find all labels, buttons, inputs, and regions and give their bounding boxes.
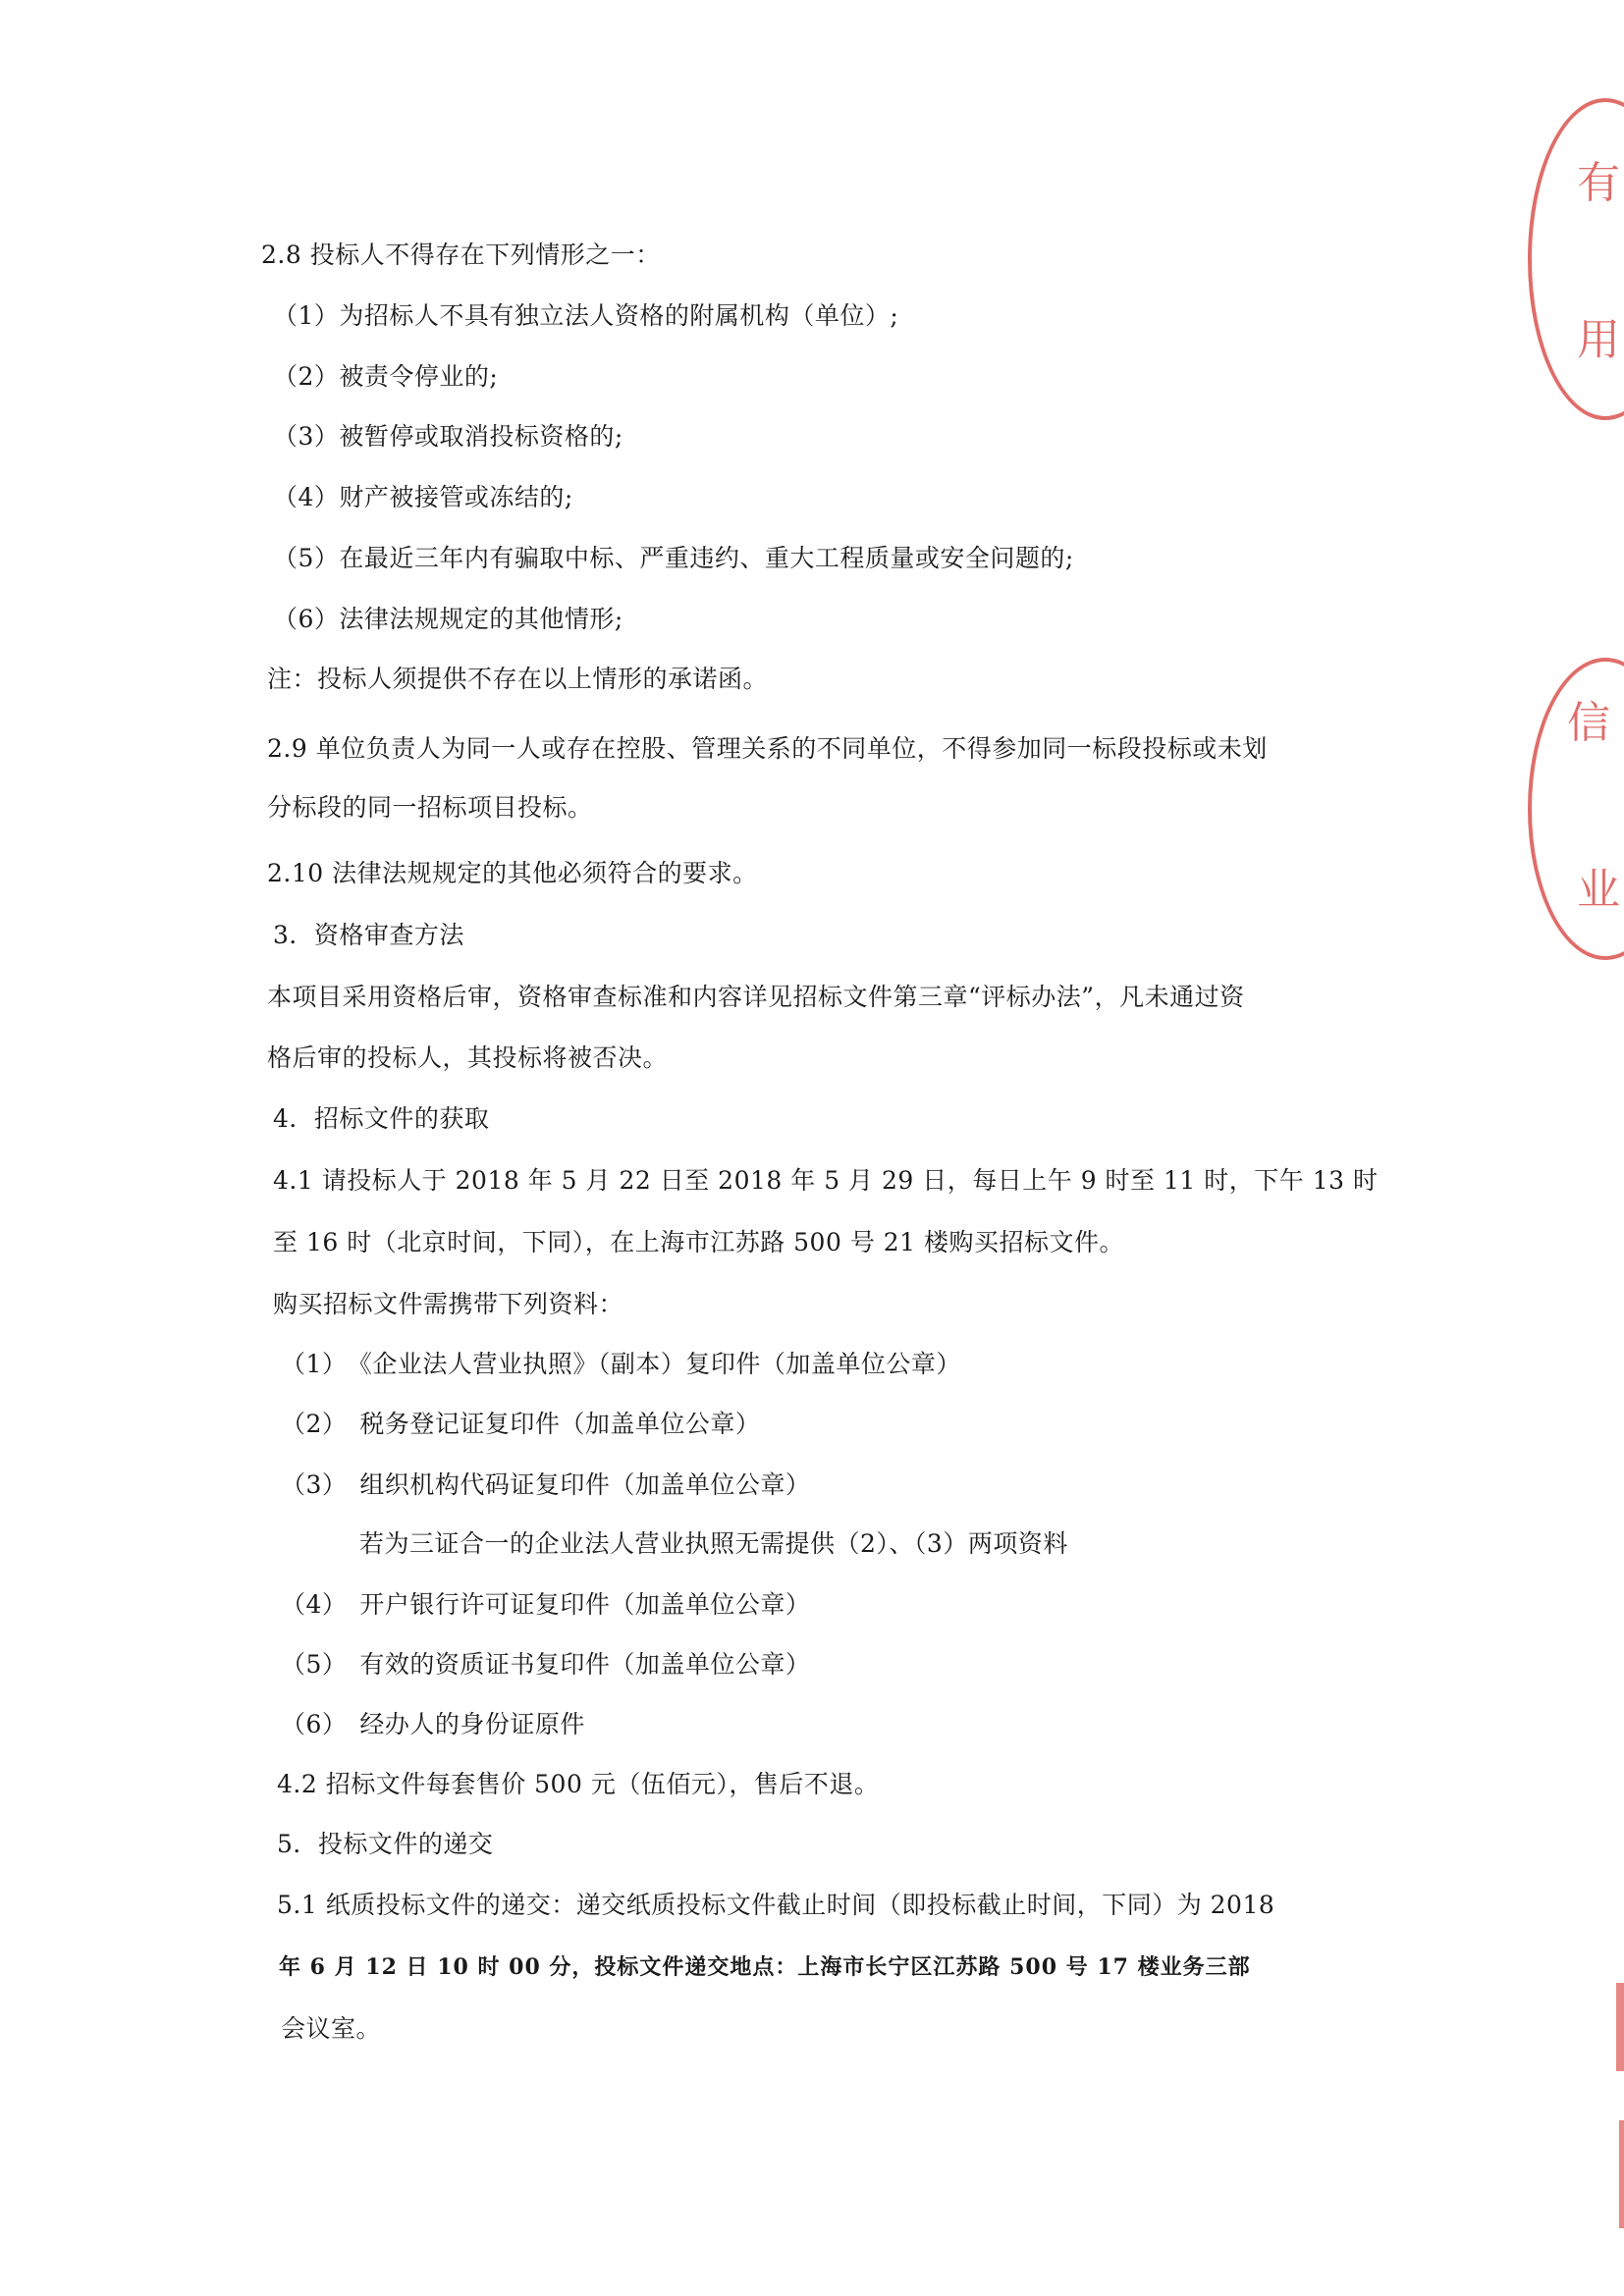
line-2-8-item-5: （5）在最近三年内有骗取中标、严重违约、重大工程质量或安全问题的; bbox=[273, 544, 1074, 572]
seal-glyph-ye: 业 bbox=[1577, 865, 1620, 915]
materials-intro: 购买招标文件需携带下列资料： bbox=[273, 1290, 624, 1318]
line-4-2: 4.2 招标文件每套售价 500 元（伍佰元），售后不退。 bbox=[277, 1770, 880, 1798]
line-2-8-item-3: （3）被暂停或取消投标资格的; bbox=[273, 422, 623, 451]
heading-5: 5．投标文件的递交 bbox=[277, 1830, 494, 1858]
material-item-1: （1） 《企业法人营业执照》（副本）复印件（加盖单位公章） bbox=[281, 1350, 961, 1378]
note-line: 注：投标人须提供不存在以上情形的承诺函。 bbox=[267, 665, 769, 693]
line-2-8-item-4: （4）财产被接管或冻结的; bbox=[273, 483, 573, 511]
material-item-2: （2） 税务登记证复印件（加盖单位公章） bbox=[281, 1410, 761, 1438]
line-2-9: 2.9 单位负责人为同一人或存在控股、管理关系的不同单位，不得参加同一标段投标或未划 bbox=[267, 734, 1268, 763]
seal-glyph-you: 有 bbox=[1577, 158, 1620, 208]
line-5-1: 5.1 纸质投标文件的递交：递交纸质投标文件截止时间（即投标截止时间，下同）为 2018 bbox=[277, 1891, 1275, 1919]
material-item-5: （5） 有效的资质证书复印件（加盖单位公章） bbox=[281, 1650, 811, 1679]
line-2-10: 2.10 法律法规规定的其他必须符合的要求。 bbox=[267, 859, 758, 887]
heading-3: 3．资格审查方法 bbox=[273, 921, 464, 949]
line-5-1-cont: 年 6 月 12 日 10 时 00 分，投标文件递交地点：上海市长宁区江苏路 500 号 17 楼业务三部 bbox=[279, 1954, 1251, 1980]
line-4-1: 4.1 请投标人于 2018 年 5 月 22 日至 2018 年 5 月 29 日，每日上午 9 时至 11 时，下午 13 时 bbox=[273, 1166, 1379, 1195]
material-item-3: （3） 组织机构代码证复印件（加盖单位公章） bbox=[281, 1470, 811, 1499]
line-2-9-cont: 分标段的同一招标项目投标。 bbox=[267, 793, 593, 822]
line-2-8-item-2: （2）被责令停业的; bbox=[273, 362, 499, 391]
seal-glyph-xin: 信 bbox=[1567, 698, 1610, 748]
line-5-1-end: 会议室。 bbox=[281, 2014, 382, 2043]
para-3-cont: 格后审的投标人，其投标将被否决。 bbox=[267, 1043, 669, 1072]
line-2-8-item-6: （6）法律法规规定的其他情形; bbox=[273, 605, 623, 633]
para-3: 本项目采用资格后审，资格审查标准和内容详见招标文件第三章“评标办法”，凡未通过资 bbox=[267, 983, 1245, 1011]
line-2-8-item-1: （1）为招标人不具有独立法人资格的附属机构（单位）; bbox=[273, 301, 899, 330]
line-2-8: 2.8 投标人不得存在下列情形之一： bbox=[261, 240, 661, 269]
heading-4: 4．招标文件的获取 bbox=[273, 1104, 490, 1133]
seal-glyph-yong: 用 bbox=[1577, 315, 1620, 365]
material-item-6: （6） 经办人的身份证原件 bbox=[281, 1710, 585, 1738]
seal-edge-bottom-2 bbox=[1619, 2120, 1624, 2228]
line-4-1-cont: 至 16 时（北京时间，下同），在上海市江苏路 500 号 21 楼购买招标文件。 bbox=[273, 1228, 1125, 1256]
material-note: 若为三证合一的企业法人营业执照无需提供（2）、（3）两项资料 bbox=[359, 1529, 1068, 1558]
seal-edge-bottom bbox=[1616, 1983, 1624, 2071]
material-item-4: （4） 开户银行许可证复印件（加盖单位公章） bbox=[281, 1590, 811, 1619]
